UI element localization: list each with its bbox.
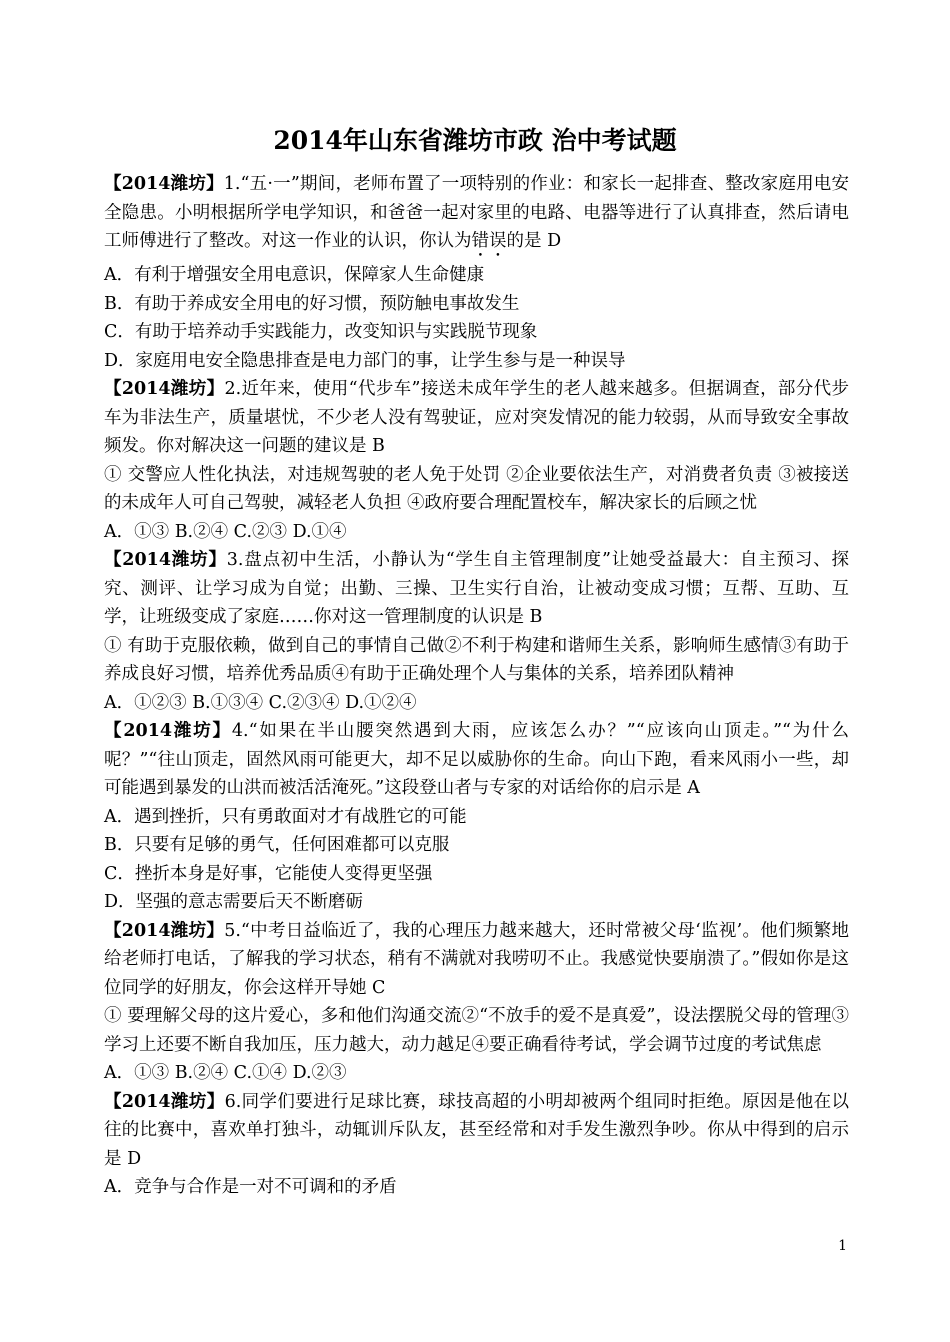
source-tag: 【2014潍坊】 bbox=[104, 550, 227, 570]
question-5-stem: 【2014潍坊】5.“中考日益临近了，我的心理压力越来越大，还时常被父母‘监视’。他们频繁地给老师打电话，了解我的学习状态，稍有不满就对我唠叨不止。我感觉快要崩溃了。”假如你是这位同学的好朋友，你会这样开导她 C bbox=[104, 920, 849, 998]
source-tag: 【2014潍坊】 bbox=[104, 174, 224, 194]
question-2-stem: 【2014潍坊】2.近年来，使用“代步车”接送未成年学生的老人越来越多。但据调查，部分代步车为非法生产，质量堪忧，不少老人没有驾驶证，应对突发情况的能力较弱，从而导致安全事故频发。你对解决这一问题的建议是 B bbox=[104, 379, 849, 456]
source-tag: 【2014潍坊】 bbox=[104, 379, 225, 399]
source-tag: 【2014潍坊】 bbox=[104, 721, 232, 741]
emphasis-text: 错误 bbox=[471, 231, 507, 251]
question-5-options: A．①③ B.②④ C.①④ D.②③ bbox=[104, 1063, 347, 1083]
question-1-option-d: D．家庭用电安全隐患排查是电力部门的事，让学生参与是一种误导 bbox=[104, 350, 626, 371]
question-3-stem: 【2014潍坊】3.盘点初中生活，小静认为“学生自主管理制度”让她受益最大：自主预习、探究、测评、让学习成为自觉；出勤、三操、卫生实行自治，让被动变成习惯；互帮、互助、互学，让班级变成了家庭……你对这一管理制度的认识是 B bbox=[104, 550, 849, 627]
question-3-items: ① 有助于克服依赖，做到自己的事情自己做②不利于构建和谐师生关系，影响师生感情③有助于养成良好习惯，培养优秀品质④有助于正确处理个人与集体的关系，培养团队精神 bbox=[104, 635, 849, 684]
question-1-option-b: B．有助于养成安全用电的好习惯，预防触电事故发生 bbox=[104, 293, 520, 314]
question-2-options: A．①③ B.②④ C.②③ D.①④ bbox=[104, 521, 347, 542]
question-2-items: ① 交警应人性化执法，对违规驾驶的老人免于处罚 ②企业要依法生产，对消费者负责 ③被接送的未成年人可自己驾驶，减轻老人负担 ④政府要合理配置校车，解决家长的后顾之忧 bbox=[104, 464, 849, 513]
question-4-option-d: D．坚强的意志需要后天不断磨砺 bbox=[104, 892, 364, 912]
question-1-stem: 【2014潍坊】1.“五·一”期间，老师布置了一项特别的作业：和家长一起排查、整改家庭用电安全隐患。小明根据所学电学知识，和爸爸一起对家里的电路、电器等进行了认真排查，然后请电工师傅进行了整改。对这一作业的认识，你认为错误的是 D bbox=[104, 174, 849, 251]
question-4-option-a: A．遇到挫折，只有勇敢面对才有战胜它的可能 bbox=[104, 806, 467, 827]
question-6-stem: 【2014潍坊】6.同学们要进行足球比赛，球技高超的小明却被两个组同时拒绝。原因是他在以往的比赛中，喜欢单打独斗，动辄训斥队友，甚至经常和对手发生激烈争吵。你从中得到的启示是 D bbox=[104, 1091, 849, 1169]
source-tag: 【2014潍坊】 bbox=[104, 920, 225, 941]
question-6-option-a: A．竞争与合作是一对不可调和的矛盾 bbox=[104, 1177, 397, 1197]
question-1-option-a: A．有利于增强安全用电意识，保障家人生命健康 bbox=[104, 265, 485, 285]
question-4-stem: 【2014潍坊】4.“如果在半山腰突然遇到大雨，应该怎么办？”“应该向山顶走。”“为什么呢？”“往山顶走，固然风雨可能更大，却不足以威胁你的生命。向山下跑，看来风雨小一些，却可能遇到暴发的山洪而被活活淹死。”这段登山者与专家的对话给你的启示是 A bbox=[104, 721, 849, 798]
page-title: 2014年山东省潍坊市政 治中考试题 bbox=[273, 126, 677, 155]
page-number: 1 bbox=[838, 1238, 847, 1254]
question-3-options: A．①②③ B.①③④ C.②③④ D.①②④ bbox=[104, 692, 417, 713]
question-list bbox=[104, 170, 849, 1202]
source-tag: 【2014潍坊】 bbox=[104, 1091, 225, 1112]
question-5-items: ① 要理解父母的这片爱心，多和他们沟通交流②“不放手的爱不是真爱”，设法摆脱父母的管理③学习上还要不断自我加压，压力越大，动力越足④要正确看待考试，学会调节过度的考试焦虑 bbox=[104, 1006, 849, 1055]
question-4-option-b: B．只要有足够的勇气，任何困难都可以克服 bbox=[104, 835, 450, 855]
question-1-option-c: C．有助于培养动手实践能力，改变知识与实践脱节现象 bbox=[104, 322, 538, 342]
question-4-option-c: C．挫折本身是好事，它能使人变得更坚强 bbox=[104, 863, 433, 884]
